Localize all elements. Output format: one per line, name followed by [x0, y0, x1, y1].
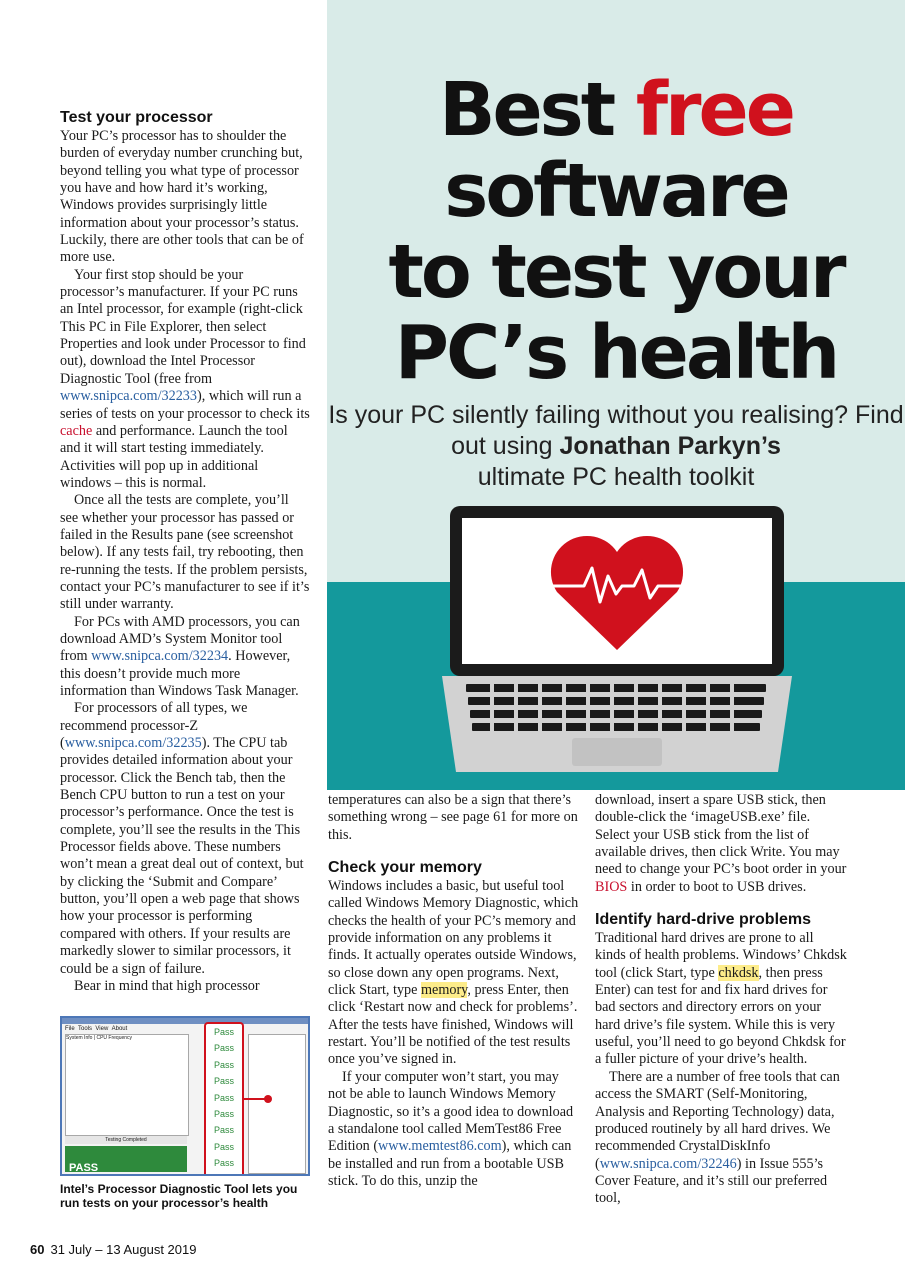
- paragraph: Bear in mind that high processor: [74, 977, 260, 994]
- pass-badge: Pass: [213, 1076, 234, 1087]
- screenshot-status: Testing Completed: [65, 1136, 187, 1144]
- link-snipca-32233[interactable]: www.snipca.com/32233: [60, 388, 197, 405]
- text: Windows includes a basic, but useful tool called Windows Memory Diagnostic, which checks the health of your PC’s memory and provide information on any problems it finds. It actually operates outside Windows, so close down any open programs. Next, click Start, type: [328, 878, 579, 999]
- paragraph: [595, 1069, 847, 1208]
- text: . However, this doesn’t provide much more information than Windows Task Manager.: [60, 648, 299, 699]
- pass-badge: Pass: [213, 1027, 234, 1037]
- headline-line-3: to test your: [388, 229, 844, 315]
- pass-badge: Pass: [213, 1059, 234, 1070]
- heading-identify-hard-drive: Identify hard-drive problems: [595, 911, 812, 929]
- text: If your computer won’t start, you may not be able to launch Windows Memory Diagnostic, so it’s a good idea to download a standalone tool called MemTest86 Free Edition (: [328, 1068, 574, 1155]
- link-snipca-32235[interactable]: www.snipca.com/32235: [64, 735, 202, 752]
- pass-badge: Pass: [213, 1043, 234, 1054]
- intel-diagnostic-screenshot-icon: File Tools View About System Info | CPU Frequency Testing Completed PASS Pass Pass Pass Pass Pass Pass Pass Pass Pass: [60, 1016, 310, 1176]
- hero-panel: [327, 0, 905, 790]
- laptop-heart-icon: [432, 500, 802, 780]
- paragraph: temperatures can also be a sign that there’s something wrong – see page 61 for more on this.: [328, 792, 578, 843]
- paragraph: Once all the tests are complete, you’ll see whether your processor has passed or failed in the Results pane (see screenshot below). If any tests fail, try rebooting, then re-running the tests. If the problem persists, contact your PC’s manufacturer to see if it’s still under warranty.: [60, 492, 310, 613]
- text: and performance. Launch the tool and it will start testing immediately. Activities will pop up in additional windows – this is normal.: [60, 422, 288, 491]
- text: For processors of all types, we recommend processor-Z (: [60, 700, 248, 752]
- glossary-bios: BIOS: [595, 878, 628, 895]
- pass-badge: Pass: [213, 1158, 234, 1169]
- page-number: 60: [30, 1242, 45, 1257]
- paragraph: [328, 878, 580, 1069]
- text: Traditional hard drives are prone to all kinds of health problems. Windows’ Chkdsk tool (click Start, type: [595, 930, 847, 981]
- paragraph: [595, 792, 847, 896]
- paragraph: [60, 267, 310, 492]
- screenshot-tab: System Info: [66, 1035, 93, 1041]
- headline: [327, 67, 905, 396]
- pass-badge: Pass: [213, 1092, 234, 1103]
- column-3: [595, 792, 847, 1208]
- headline-free: free: [635, 67, 793, 153]
- pass-badge: Pass: [213, 1125, 234, 1136]
- page-footer: [30, 1242, 196, 1257]
- text: Your first stop should be your processor’s manufacturer. If your PC runs an Intel processor, for example (right-click This PC in File Explorer, then select Properties and look under Processor to find out), download the Intel Processor Diagnostic Tool (free from: [60, 266, 306, 387]
- text: ), which will run a series of tests on your processor to check its: [60, 388, 310, 422]
- keyword-memory: memory: [420, 982, 468, 999]
- headline-line-2: software: [444, 148, 788, 234]
- screenshot-menu: File Tools View About: [65, 1026, 128, 1032]
- screenshot-caption: Intel’s Processor Diagnostic Tool lets you run tests on your processor’s health: [60, 1182, 298, 1210]
- text: ). The CPU tab provides detailed information about your processor. Click the Bench tab, then the Bench CPU button to run a test on your processor’s performance. Once the test is complete, you’ll see the results in the This Processor fields above. These numbers won’t mean a great deal out of context, but by clicking the ‘Submit and Compare’ button, you’ll open a web page that shows how your processor is performing compared with others. If your results are markedly slower to similar processors, it could be a sign of failure.: [60, 735, 304, 977]
- link-memtest86[interactable]: www.memtest86.com: [378, 1138, 502, 1155]
- text: For PCs with AMD processors, you can download AMD’s System Monitor tool from: [60, 613, 300, 665]
- column-1: [60, 108, 310, 995]
- text: There are a number of free tools that can access the SMART (Self-Monitoring, Analysis and Reporting Technology) data, produced routinely by all hard drives. We recommended CrystalDiskInfo (: [595, 1068, 840, 1172]
- headline-best: Best: [439, 67, 614, 153]
- screenshot-result: PASS: [65, 1146, 187, 1172]
- paragraph: [328, 1069, 580, 1190]
- standfirst: [327, 400, 905, 493]
- paragraph: [60, 614, 310, 701]
- glossary-cache: cache: [60, 422, 93, 439]
- text: in order to boot to USB drives.: [627, 878, 807, 895]
- screenshot-pass-column: [204, 1022, 244, 1176]
- text: , press Enter, then click ‘Restart now and check for problems’. After the tests have finished, Windows will restart. You’ll be notified of the test results once you’ve signed in.: [328, 982, 578, 1068]
- paragraph: Your PC’s processor has to shoulder the burden of everyday number crunching but, beyond telling you what type of processor you have and how hard it’s working, Windows provides surprisingly little information about your processor’s status. Luckily, there are other tools that can be of more use.: [60, 128, 304, 266]
- text: download, insert a spare USB stick, then double-click the ‘imageUSB.exe’ file. Select your USB stick from the list of available drives, then click Write. You may need to change your PC’s boot order in your: [595, 792, 847, 878]
- headline-line-4: PC’s health: [394, 310, 838, 396]
- screenshot-tab: CPU Frequency: [96, 1035, 133, 1041]
- keyword-chkdsk: chkdsk: [718, 964, 759, 981]
- paragraph: [595, 930, 847, 1069]
- link-snipca-32246[interactable]: www.snipca.com/32246: [599, 1155, 737, 1172]
- column-2: [328, 792, 580, 1190]
- text: ) in Issue 555’s Cover Feature, and it’s still our preferred tool,: [595, 1155, 828, 1207]
- text: , then press Enter) can test for and fix hard drives for bad sectors and directory errors on your hard drive’s file system. While this is very useful, you’ll need to go beyond Chkdsk for a fuller picture of your drive’s health.: [595, 964, 846, 1068]
- pass-badge: Pass: [213, 1141, 234, 1152]
- pass-badge: Pass: [213, 1108, 234, 1119]
- standfirst-author: Jonathan Parkyn’s: [559, 432, 781, 460]
- heading-test-processor: Test your processor: [60, 109, 213, 126]
- paragraph: [60, 700, 310, 978]
- heading-check-memory: Check your memory: [328, 859, 482, 877]
- issue-date: 31 July – 13 August 2019: [50, 1242, 197, 1257]
- standfirst-text-b: ultimate PC health toolkit: [477, 463, 755, 491]
- link-snipca-32234[interactable]: www.snipca.com/32234: [91, 648, 229, 665]
- standfirst-text-a: Is your PC silently failing without you realising? Find out using: [328, 401, 904, 460]
- text: ), which can be installed and run from a bootable USB stick. To do this, unzip the: [328, 1138, 572, 1189]
